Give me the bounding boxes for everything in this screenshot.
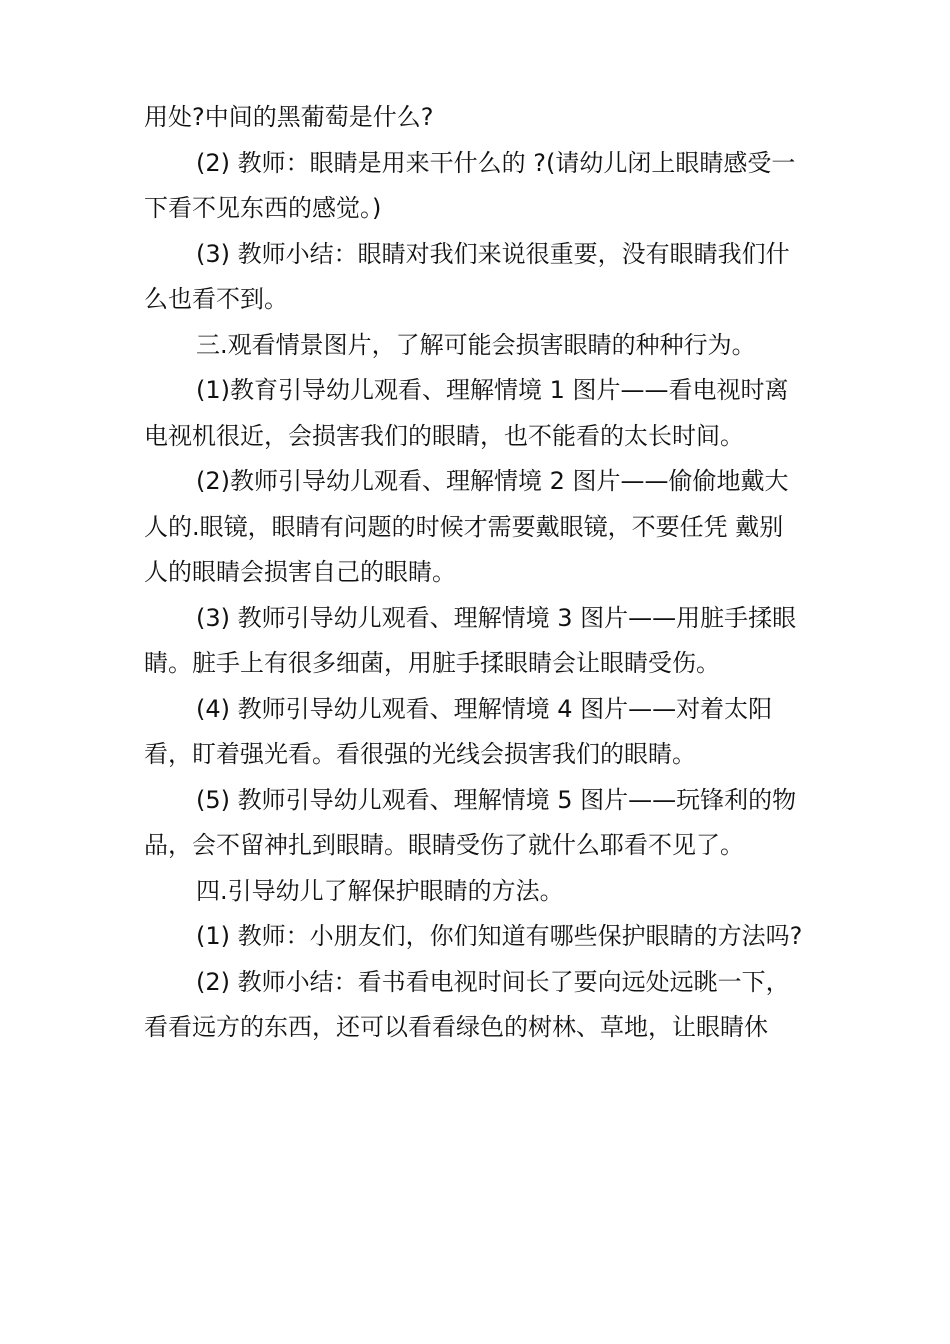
paragraph-5: (1)教育引导幼儿观看、理解情境 1 图片——看电视时离电视机很近，会损害我们的眼睛，也不能看的太长时间。 (144, 376, 789, 450)
section-heading-3: 三.观看情景图片，了解可能会损害眼睛的种种行为。 (196, 330, 756, 359)
paragraph-3: (3) 教师小结：眼睛对我们来说很重要，没有眼睛我们什么也看不到。 (144, 239, 790, 313)
paragraph-6: (2)教师引导幼儿观看、理解情境 2 图片——偷偷地戴大人的.眼镜，眼睛有问题的时候才需要戴眼镜，不要任凭 戴别人的眼睛会损害自己的眼睛。 (144, 467, 789, 586)
document-body (144, 95, 806, 1051)
paragraph-12: (2) 教师小结：看书看电视时间长了要向远处远眺一下，看看远方的东西，还可以看看绿色的树林、草地，让眼睛休 (144, 967, 790, 1041)
paragraph-9: (5) 教师引导幼儿观看、理解情境 5 图片——玩锋利的物品，会不留神扎到眼睛。眼睛受伤了就什么耶看不见了。 (144, 785, 797, 859)
paragraph-11: (1) 教师：小朋友们，你们知道有哪些保护眼睛的方法吗? (196, 922, 803, 950)
paragraph-1: 用处?中间的黑葡萄是什么? (144, 103, 434, 131)
paragraph-2: (2) 教师：眼睛是用来干什么的 ?(请幼儿闭上眼睛感受一下看不见东西的感觉。) (144, 148, 796, 222)
paragraph-8: (4) 教师引导幼儿观看、理解情境 4 图片——对着太阳看，盯着强光看。看很强的光线会损害我们的眼睛。 (144, 694, 773, 768)
paragraph-7: (3) 教师引导幼儿观看、理解情境 3 图片——用脏手揉眼睛。脏手上有很多细菌，用脏手揉眼睛会让眼睛受伤。 (144, 603, 797, 677)
section-heading-4: 四.引导幼儿了解保护眼睛的方法。 (196, 876, 564, 905)
